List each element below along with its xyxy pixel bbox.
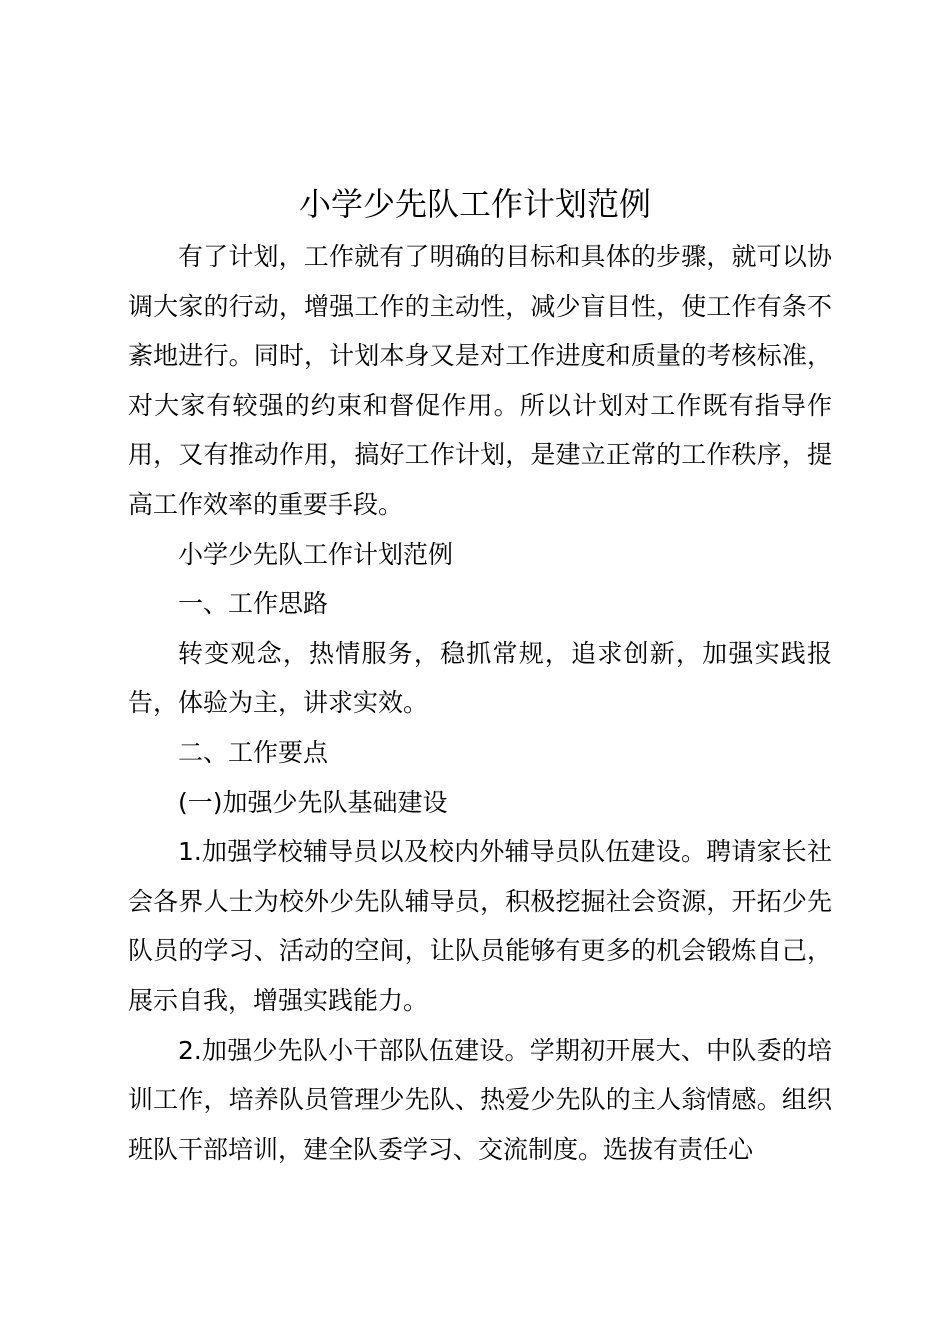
- paragraph-item-1: 1.加强学校辅导员以及校内外辅导员队伍建设。聘请家长社会各界人士为校外少先队辅导员，积极挖掘社会资源，开拓少先队员的学习、活动的空间，让队员能够有更多的机会锻炼自己，展示自我，增强实践能力。: [128, 837, 832, 1015]
- section-heading-2: 二、工作要点: [178, 737, 329, 767]
- paragraph-work-idea: 转变观念，热情服务，稳抓常规，追求创新，加强实践报告，体验为主，讲求实效。: [128, 638, 832, 718]
- document-title: 小学少先队工作计划范例: [298, 185, 651, 223]
- paragraph-intro: 有了计划，工作就有了明确的目标和具体的步骤，就可以协调大家的行动，增强工作的主动性，减少盲目性，使工作有条不紊地进行。同时，计划本身又是对工作进度和质量的考核标准，对大家有较强的约束和督促作用。所以计划对工作既有指导作用，又有推动作用，搞好工作计划，是建立正常的工作秩序，提高工作效率的重要手段。: [128, 242, 832, 519]
- paragraph-subtitle: 小学少先队工作计划范例: [178, 539, 454, 569]
- subsection-heading-1: (一)加强少先队基础建设: [178, 787, 448, 817]
- document-body: [128, 232, 832, 1174]
- section-heading-1: 一、工作思路: [178, 589, 329, 619]
- paragraph-item-2: 2.加强少先队小干部队伍建设。学期初开展大、中队委的培训工作，培养队员管理少先队、热爱少先队的主人翁情感。组织班队干部培训，建全队委学习、交流制度。选拔有责任心: [128, 1035, 832, 1164]
